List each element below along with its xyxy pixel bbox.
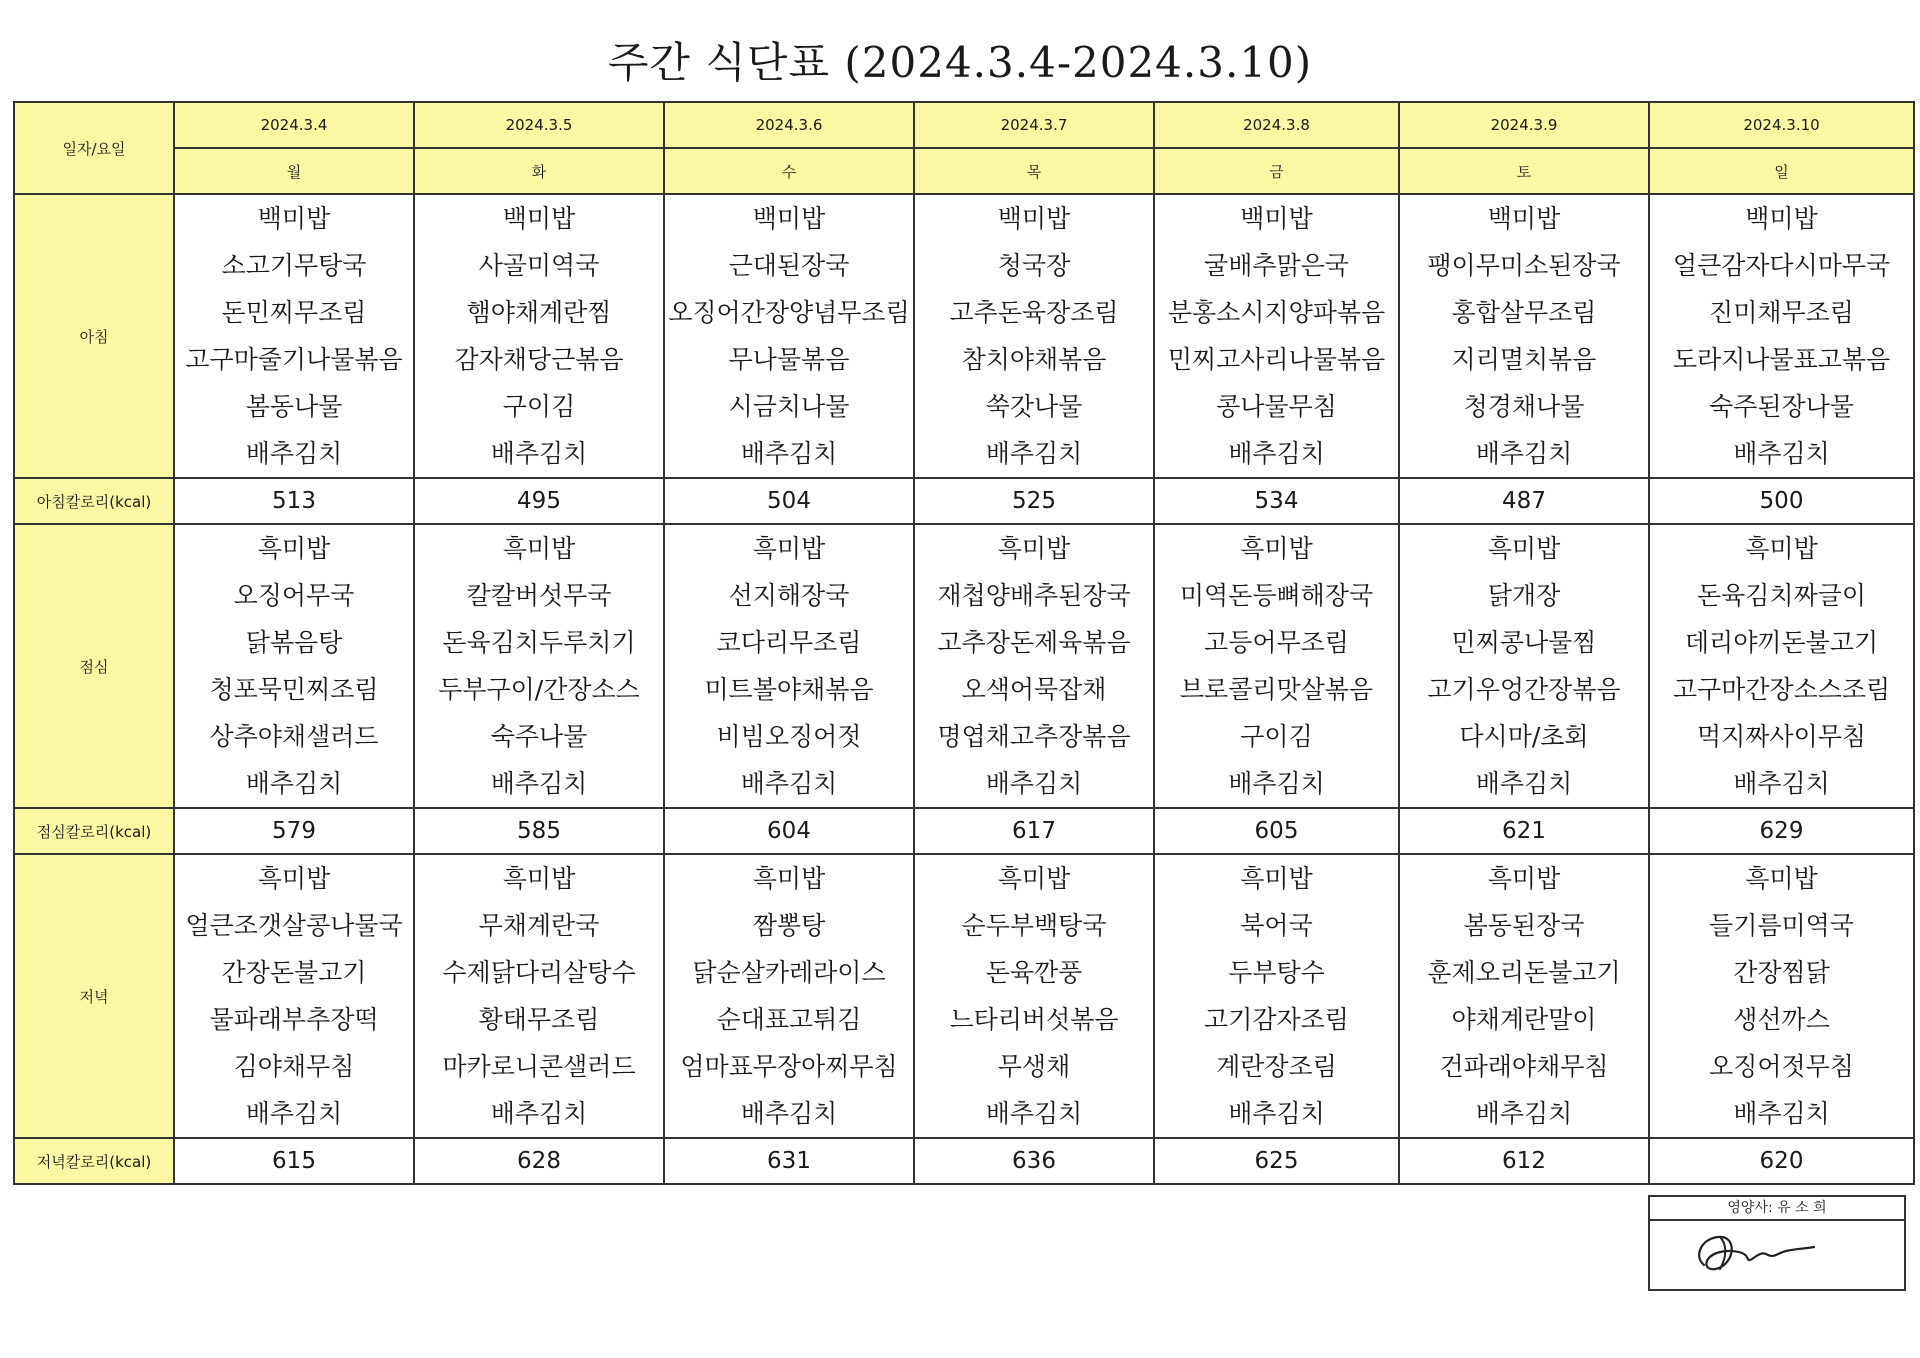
- menu-cell: [1649, 854, 1914, 1138]
- calorie-value: 500: [1649, 478, 1914, 524]
- menu-item: 돈육김치짜글이: [1696, 581, 1867, 610]
- menu-cell: [914, 854, 1154, 1138]
- menu-cell: [1154, 854, 1399, 1138]
- corner-header: 일자/요일: [14, 102, 174, 194]
- menu-item: 숙주된장나물: [1709, 392, 1854, 421]
- menu-item: 칼칼버섯무국: [466, 581, 612, 610]
- menu-item: 선지해장국: [728, 581, 850, 610]
- menu-item: 고기감자조림: [1204, 1005, 1349, 1034]
- menu-item: 팽이무미소된장국: [1427, 251, 1621, 280]
- menu-item: 민찌콩나물찜: [1451, 628, 1597, 657]
- calorie-label: 저녁칼로리(kcal): [14, 1138, 174, 1184]
- menu-item: 흑미밥: [997, 864, 1071, 893]
- menu-item: 마카로니콘샐러드: [442, 1052, 636, 1081]
- calorie-value: 615: [174, 1138, 414, 1184]
- calorie-value: 579: [174, 808, 414, 854]
- menu-item: 흑미밥: [1240, 864, 1313, 893]
- menu-item: 수제닭다리살탕수: [442, 958, 636, 987]
- menu-item: 야채계란말이: [1451, 1005, 1597, 1034]
- menu-item: 짬뽕탕: [752, 911, 826, 940]
- menu-item: 배추김치: [740, 439, 838, 468]
- menu-cell: [174, 194, 414, 478]
- calorie-value: 628: [414, 1138, 664, 1184]
- calorie-value: 513: [174, 478, 414, 524]
- menu-cell: [174, 854, 414, 1138]
- weekday-header: 목: [914, 148, 1154, 194]
- menu-item: 참치야채볶음: [961, 345, 1107, 374]
- menu-item: 물파래부추장떡: [209, 1005, 379, 1034]
- menu-item: 백미밥: [752, 204, 826, 233]
- menu-item: 배추김치: [1475, 769, 1573, 798]
- menu-item: 청국장: [997, 251, 1071, 280]
- menu-item: 배추김치: [1733, 769, 1830, 798]
- menu-item: 간장찜닭: [1733, 958, 1830, 987]
- calorie-value: 504: [664, 478, 914, 524]
- menu-item: 구이김: [502, 392, 576, 421]
- menu-item: 간장돈불고기: [221, 958, 367, 987]
- menu-cell: [1154, 194, 1399, 478]
- menu-item: 배추김치: [1733, 1099, 1830, 1128]
- menu-item: 고추돈육장조림: [949, 298, 1119, 327]
- date-header: 2024.3.6: [664, 102, 914, 148]
- menu-cell: [1649, 524, 1914, 808]
- menu-item: 재첩양배추된장국: [937, 581, 1131, 610]
- menu-item: 진미채무조림: [1709, 298, 1854, 327]
- menu-item: 숙주나물: [490, 722, 588, 751]
- menu-item: 분홍소시지양파볶음: [1167, 298, 1386, 327]
- menu-item: 닭순살카레라이스: [692, 958, 886, 987]
- menu-cell: [414, 524, 664, 808]
- menu-item: 백미밥: [1487, 204, 1561, 233]
- menu-item: 오징어무국: [233, 581, 355, 610]
- meal-label: 저녁: [14, 854, 174, 1138]
- menu-cell: [1399, 194, 1649, 478]
- calorie-label: 아침칼로리(kcal): [14, 478, 174, 524]
- menu-item: 배추김치: [245, 439, 343, 468]
- menu-item: 흑미밥: [1487, 534, 1561, 563]
- menu-item: 흑미밥: [257, 534, 331, 563]
- menu-item: 순두부백탕국: [961, 911, 1107, 940]
- menu-item: 상추야채샐러드: [209, 722, 379, 751]
- menu-item: 흑미밥: [502, 864, 576, 893]
- menu-item: 배추김치: [985, 1099, 1083, 1128]
- menu-item: 건파래야채무침: [1439, 1052, 1609, 1081]
- calorie-value: 617: [914, 808, 1154, 854]
- menu-item: 백미밥: [1745, 204, 1818, 233]
- menu-item: 닭개장: [1487, 581, 1561, 610]
- handwritten-signature: [1690, 1225, 1840, 1285]
- menu-item: 시금치나물: [728, 392, 850, 421]
- menu-item: 코다리무조림: [716, 628, 862, 657]
- menu-item: 흑미밥: [1745, 864, 1818, 893]
- meal-label: 아침: [14, 194, 174, 478]
- menu-cell: [914, 524, 1154, 808]
- menu-item: 고구마줄기나물볶음: [185, 345, 403, 374]
- menu-cell: [1649, 194, 1914, 478]
- menu-item: 백미밥: [257, 204, 331, 233]
- menu-item: 배추김치: [245, 769, 343, 798]
- meal-label: 점심: [14, 524, 174, 808]
- menu-item: 민찌고사리나물볶음: [1167, 345, 1386, 374]
- menu-item: 고기우엉간장볶음: [1427, 675, 1621, 704]
- calorie-value: 585: [414, 808, 664, 854]
- menu-cell: [1154, 524, 1399, 808]
- menu-item: 브로콜리맛살볶음: [1179, 675, 1374, 704]
- menu-item: 황태무조림: [478, 1005, 600, 1034]
- calorie-value: 621: [1399, 808, 1649, 854]
- menu-item: 백미밥: [997, 204, 1071, 233]
- menu-item: 청포묵민찌조림: [209, 675, 379, 704]
- menu-item: 구이김: [1240, 722, 1313, 751]
- menu-item: 배추김치: [740, 1099, 838, 1128]
- menu-item: 계란장조림: [1216, 1052, 1337, 1081]
- weekday-header: 화: [414, 148, 664, 194]
- menu-cell: [914, 194, 1154, 478]
- calorie-value: 495: [414, 478, 664, 524]
- calorie-label: 점심칼로리(kcal): [14, 808, 174, 854]
- menu-item: 돈육김치두루치기: [442, 628, 636, 657]
- menu-item: 엄마표무장아찌무침: [680, 1052, 898, 1081]
- menu-item: 봄동된장국: [1463, 911, 1585, 940]
- menu-item: 햄야채계란찜: [466, 298, 612, 327]
- menu-cell: [414, 194, 664, 478]
- dietitian-signature-box: [1648, 1195, 1906, 1291]
- menu-item: 배추김치: [985, 439, 1083, 468]
- menu-item: 돈민찌무조림: [221, 298, 367, 327]
- date-header: 2024.3.10: [1649, 102, 1914, 148]
- menu-item: 얼큰감자다시마무국: [1672, 251, 1891, 280]
- weekday-header: 금: [1154, 148, 1399, 194]
- menu-item: 봄동나물: [245, 392, 343, 421]
- menu-item: 얼큰조갯살콩나물국: [185, 911, 403, 940]
- date-header: 2024.3.7: [914, 102, 1154, 148]
- menu-item: 흑미밥: [257, 864, 331, 893]
- menu-item: 백미밥: [502, 204, 576, 233]
- menu-item: 배추김치: [490, 439, 588, 468]
- menu-item: 순대표고튀김: [716, 1005, 862, 1034]
- menu-item: 소고기무탕국: [221, 251, 367, 280]
- menu-item: 배추김치: [985, 769, 1083, 798]
- menu-item: 굴배추맑은국: [1204, 251, 1349, 280]
- weekday-header: 월: [174, 148, 414, 194]
- menu-item: 배추김치: [1228, 439, 1325, 468]
- menu-item: 오징어젓무침: [1709, 1052, 1854, 1081]
- weekly-menu-table: [13, 101, 1915, 1185]
- menu-item: 배추김치: [1228, 769, 1325, 798]
- menu-cell: [1399, 524, 1649, 808]
- menu-item: 오색어묵잡채: [961, 675, 1107, 704]
- menu-item: 미트볼야채볶음: [704, 675, 874, 704]
- menu-item: 흑미밥: [1745, 534, 1818, 563]
- menu-item: 배추김치: [1475, 439, 1573, 468]
- menu-item: 흑미밥: [997, 534, 1071, 563]
- menu-cell: [174, 524, 414, 808]
- menu-item: 느타리버섯볶음: [949, 1005, 1119, 1034]
- calorie-value: 525: [914, 478, 1154, 524]
- menu-item: 무나물볶음: [728, 345, 850, 374]
- date-header: 2024.3.5: [414, 102, 664, 148]
- date-header: 2024.3.8: [1154, 102, 1399, 148]
- menu-item: 도라지나물표고볶음: [1672, 345, 1891, 374]
- menu-cell: [664, 194, 914, 478]
- menu-item: 훈제오리돈불고기: [1427, 958, 1621, 987]
- menu-item: 흑미밥: [752, 534, 826, 563]
- page-title: 주간 식단표 (2024.3.4-2024.3.10): [607, 38, 1313, 87]
- menu-cell: [664, 524, 914, 808]
- calorie-value: 636: [914, 1138, 1154, 1184]
- dietitian-label: 영양사: 유 소 희: [1650, 1197, 1904, 1221]
- menu-item: 두부탕수: [1228, 958, 1325, 987]
- menu-cell: [414, 854, 664, 1138]
- menu-item: 백미밥: [1240, 204, 1313, 233]
- menu-item: 무채계란국: [478, 911, 600, 940]
- menu-item: 다시마/초회: [1459, 722, 1589, 751]
- menu-item: 무생채: [997, 1052, 1071, 1081]
- menu-item: 명엽채고추장볶음: [937, 722, 1131, 751]
- menu-item: 쑥갓나물: [985, 392, 1083, 421]
- calorie-value: 620: [1649, 1138, 1914, 1184]
- menu-item: 배추김치: [740, 769, 838, 798]
- menu-cell: [664, 854, 914, 1138]
- menu-item: 근대된장국: [728, 251, 850, 280]
- menu-item: 두부구이/간장소스: [438, 675, 640, 704]
- menu-item: 배추김치: [245, 1099, 343, 1128]
- menu-item: 홍합살무조림: [1451, 298, 1597, 327]
- menu-item: 돈육깐풍: [985, 958, 1083, 987]
- calorie-value: 612: [1399, 1138, 1649, 1184]
- calorie-value: 629: [1649, 808, 1914, 854]
- menu-item: 고추장돈제육볶음: [937, 628, 1131, 657]
- menu-item: 청경채나물: [1463, 392, 1585, 421]
- menu-item: 지리멸치볶음: [1451, 345, 1597, 374]
- weekday-header: 수: [664, 148, 914, 194]
- menu-item: 사골미역국: [478, 251, 600, 280]
- menu-item: 오징어간장양념무조림: [668, 298, 910, 327]
- menu-item: 흑미밥: [1240, 534, 1313, 563]
- date-header: 2024.3.9: [1399, 102, 1649, 148]
- calorie-value: 625: [1154, 1138, 1399, 1184]
- menu-item: 데리야끼돈불고기: [1684, 628, 1879, 657]
- menu-item: 미역돈등뼈해장국: [1179, 581, 1374, 610]
- menu-item: 김야채무침: [233, 1052, 355, 1081]
- calorie-value: 487: [1399, 478, 1649, 524]
- menu-item: 먹지짜사이무침: [1696, 722, 1867, 751]
- menu-item: 흑미밥: [1487, 864, 1561, 893]
- menu-item: 배추김치: [1475, 1099, 1573, 1128]
- menu-item: 배추김치: [1228, 1099, 1325, 1128]
- weekday-header: 일: [1649, 148, 1914, 194]
- menu-item: 북어국: [1240, 911, 1313, 940]
- menu-item: 들기름미역국: [1709, 911, 1854, 940]
- menu-item: 생선까스: [1733, 1005, 1830, 1034]
- menu-item: 고등어무조림: [1204, 628, 1349, 657]
- menu-item: 고구마간장소스조림: [1672, 675, 1891, 704]
- date-header: 2024.3.4: [174, 102, 414, 148]
- menu-item: 배추김치: [490, 1099, 588, 1128]
- menu-item: 흑미밥: [502, 534, 576, 563]
- calorie-value: 605: [1154, 808, 1399, 854]
- weekday-header: 토: [1399, 148, 1649, 194]
- menu-item: 닭볶음탕: [245, 628, 343, 657]
- menu-item: 콩나물무침: [1216, 392, 1337, 421]
- menu-item: 배추김치: [1733, 439, 1830, 468]
- menu-item: 흑미밥: [752, 864, 826, 893]
- menu-item: 비빔오징어젓: [716, 722, 862, 751]
- calorie-value: 604: [664, 808, 914, 854]
- calorie-value: 534: [1154, 478, 1399, 524]
- calorie-value: 631: [664, 1138, 914, 1184]
- menu-cell: [1399, 854, 1649, 1138]
- menu-item: 감자채당근볶음: [454, 345, 624, 374]
- menu-item: 배추김치: [490, 769, 588, 798]
